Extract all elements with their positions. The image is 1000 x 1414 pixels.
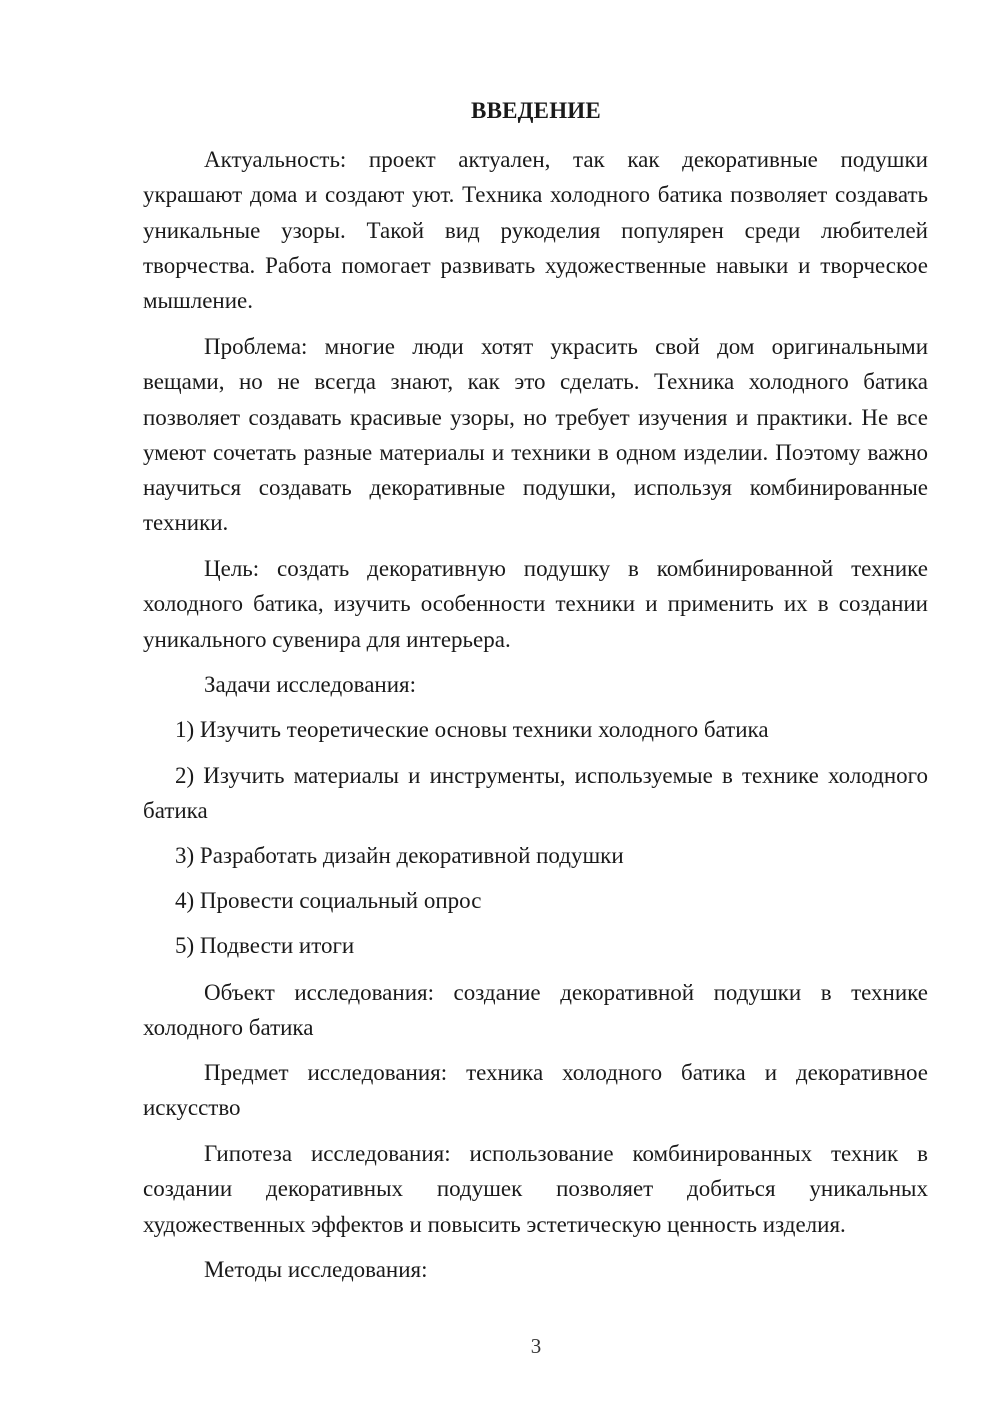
task-item-4: 4) Провести социальный опрос [175, 888, 482, 913]
problem-paragraph: Проблема: многие люди хотят украсить свой дом оригинальными вещами, но не всегда знают, как это сделать. Техника холодного батика позволяет создавать красивые узоры, но требует изучения и практики. Не все умеют сочетать разные материалы и техники в одном изделии. Поэтому важно научиться создавать декоративные подушки, используя комбинированные техники. [143, 334, 928, 536]
page-number: 3 [530, 1334, 542, 1358]
hypothesis-paragraph: Гипотеза исследования: использование комбинированных техник в создании декоративных подушек позволяет добиться уникальных художественных эффектов и повысить эстетическую ценность изделия. [143, 1141, 928, 1237]
tasks-heading: Задачи исследования: [204, 672, 417, 697]
task-item-3: 3) Разработать дизайн декоративной подушки [175, 843, 624, 868]
object-paragraph: Объект исследования: создание декоративной подушки в технике холодного батика [143, 980, 928, 1041]
relevance-paragraph: Актуальность: проект актуален, так как декоративные подушки украшают дома и создают уют. Техника холодного батика позволяет создавать уникальные узоры. Такой вид рукоделия популярен среди любителей творчества. Работа помогает развивать художественные навыки и творческое мышление. [143, 147, 928, 314]
goal-paragraph: Цель: создать декоративную подушку в комбинированной технике холодного батика, изучить особенности техники и применить их в создании уникального сувенира для интерьера. [143, 556, 928, 652]
page-title: ВВЕДЕНИЕ [471, 98, 601, 123]
task-item-2: 2) Изучить материалы и инструменты, используемые в технике холодного батика [143, 763, 928, 824]
subject-paragraph: Предмет исследования: техника холодного батика и декоративное искусство [143, 1060, 928, 1121]
methods-heading: Методы исследования: [204, 1257, 428, 1282]
task-item-5: 5) Подвести итоги [175, 933, 355, 958]
task-item-1: 1) Изучить теоретические основы техники холодного батика [175, 717, 769, 742]
